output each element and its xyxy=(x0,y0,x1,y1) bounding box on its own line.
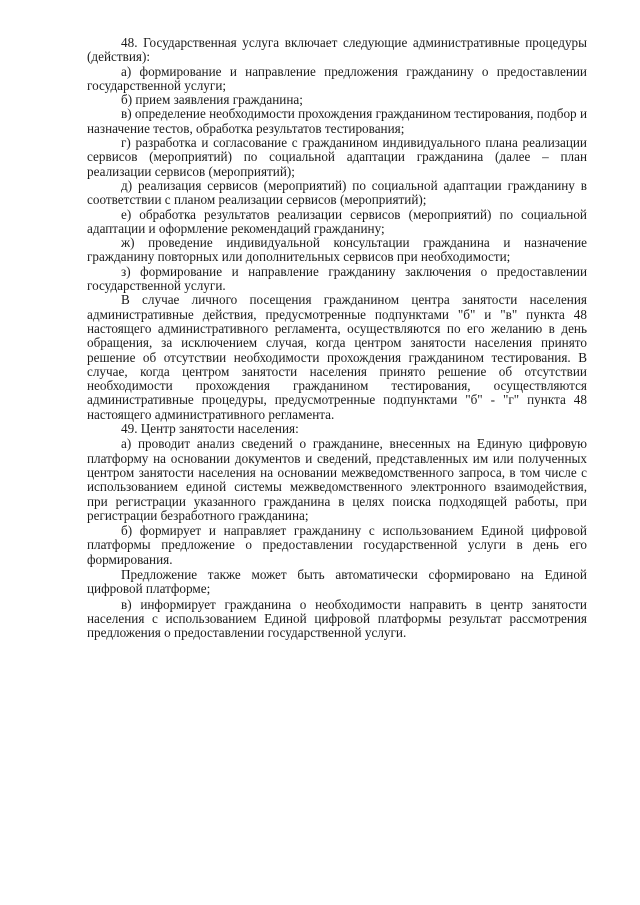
item-49-a: а) проводит анализ сведений о гражданине, внесенных на Единую цифровую платформу на основании документов и сведений, представленных им или полученных центром занятости населения на основании межведомственного запроса, в том числе с использованием единой системы межведомственного электронного взаимодействия, при регистрации указанного гражданина в целях поиска подходящей работы, при регистрации безработного гражданина; xyxy=(87,436,587,523)
paragraph-auto-proposal: Предложение также может быть автоматически сформировано на Единой цифровой платформе; xyxy=(87,566,587,597)
item-48-z: з) формирование и направление гражданину заключения о предоставлении государственной услуги. xyxy=(87,263,587,294)
item-48-d: д) реализация сервисов (мероприятий) по социальной адаптации гражданину в соответствии с планом реализации сервисов (мероприятий); xyxy=(87,177,587,208)
item-48-zh: ж) проведение индивидуальной консультации гражданина и назначение гражданину повторных или дополнительных сервисов при необходимости; xyxy=(87,235,587,265)
paragraph-personal-visit: В случае личного посещения гражданином центра занятости населения административные действия, предусмотренные подпунктами "б" и "в" пункта 48 настоящего административного регламента, осуществляются по его желанию в день обращения, за исключением случая, когда центром занятости населения принято решение об отсутствии необходимости прохождения гражданином тестирования. В случае, когда центром занятости населения принято решение об отсутствии необходимости прохождения гражданином тестирования, осуществляются административные процедуры, предусмотренные подпунктами "б" - "г" пункта 48 настоящего административного регламента. xyxy=(87,292,587,422)
paragraph-48-intro: 48. Государственная услуга включает следующие административные процедуры (действия): xyxy=(87,35,587,65)
item-48-g: г) разработка и согласование с гражданином индивидуального плана реализации сервисов (мероприятий) по социальной адаптации гражданина (далее – план реализации сервисов (мероприятий); xyxy=(87,135,587,179)
item-49-b: б) формирует и направляет гражданину с использованием Единой цифровой платформы предложение о предоставлении государственной услуги в день его формирования. xyxy=(87,523,587,567)
item-49-v: в) информирует гражданина о необходимости направить в центр занятости населения с использованием Единой цифровой платформы результат рассмотрения предложения о предоставлении государственной услуги. xyxy=(87,596,587,641)
item-48-b: б) прием заявления гражданина; xyxy=(121,92,303,108)
item-48-e: е) обработка результатов реализации сервисов (мероприятий) по социальной адаптации и оформление рекомендаций гражданину; xyxy=(87,206,587,236)
document-page xyxy=(87,36,587,640)
paragraph-49-intro: 49. Центр занятости населения: xyxy=(121,421,299,437)
item-48-a: а) формирование и направление предложения гражданину о предоставлении государственной услуги; xyxy=(87,63,587,93)
item-48-v: в) определение необходимости прохождения гражданином тестирования, подбор и назначение тестов, обработка результатов тестирования; xyxy=(87,106,587,136)
